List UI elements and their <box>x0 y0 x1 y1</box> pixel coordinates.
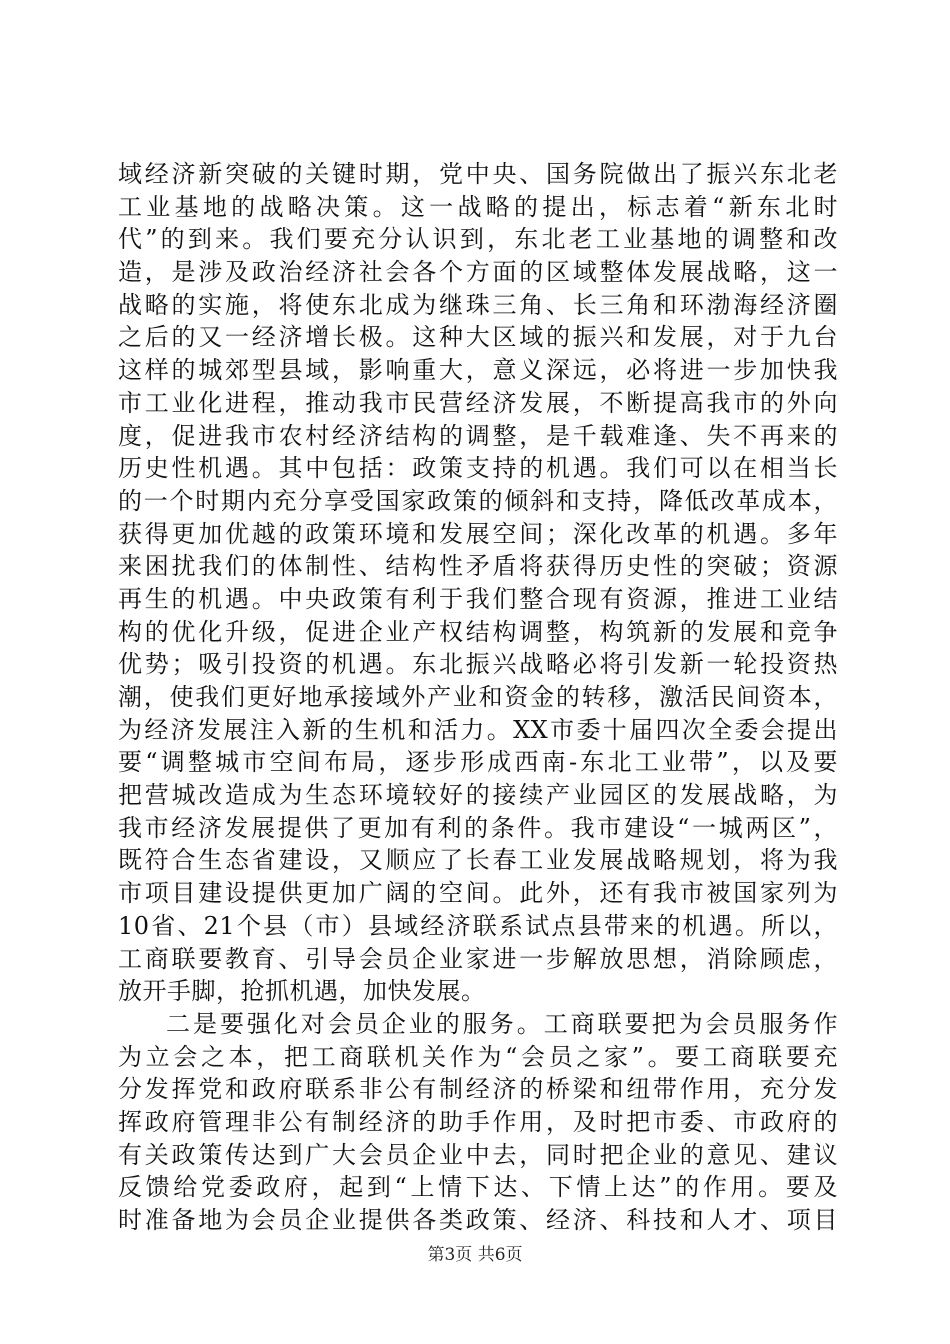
body-text <box>118 158 838 1237</box>
text-line: 10省、21个县（市）县域经济联系试点县带来的机遇。所以， <box>118 911 838 940</box>
text-line: 工业基地的战略决策。这一战略的提出，标志着“新东北时 <box>118 192 838 221</box>
text-line: 这样的城郊型县域，影响重大，意义深远，必将进一步加快我 <box>118 356 838 385</box>
text-line: 代”的到来。我们要充分认识到，东北老工业基地的调整和改 <box>118 225 838 254</box>
text-line: 域经济新突破的关键时期，党中央、国务院做出了振兴东北老 <box>118 160 838 188</box>
text-line: 我市经济发展提供了更加有利的条件。我市建设“一城两区”， <box>118 813 838 842</box>
text-line: 要“调整城市空间布局，逐步形成西南-东北工业带”，以及要 <box>118 748 838 777</box>
text-line: 工商联要教育、引导会员企业家进一步解放思想，消除顾虑， <box>118 944 838 973</box>
text-line: 潮，使我们更好地承接域外产业和资金的转移，激活民间资本， <box>118 683 838 711</box>
page-number-footer: 第3页 共6页 <box>427 1245 523 1265</box>
text-line: 构的优化升级，促进企业产权结构调整，构筑新的发展和竞争 <box>118 617 838 646</box>
text-line: 既符合生态省建设，又顺应了长春工业发展战略规划，将为我 <box>118 846 838 875</box>
text-line: 战略的实施，将使东北成为继珠三角、长三角和环渤海经济圈 <box>118 290 838 319</box>
paragraph-start-line: 二是要强化对会员企业的服务。工商联要把为会员服务作 <box>166 1009 838 1038</box>
text-line: 之后的又一经济增长极。这种大区域的振兴和发展，对于九台 <box>118 323 838 352</box>
text-line: 优势；吸引投资的机遇。东北振兴战略必将引发新一轮投资热 <box>118 650 838 679</box>
text-line: 造，是涉及政治经济社会各个方面的区域整体发展战略，这一 <box>118 258 838 287</box>
text-line: 度，促进我市农村经济结构的调整，是千载难逢、失不再来的 <box>118 421 838 450</box>
text-line: 放开手脚，抢抓机遇，加快发展。 <box>118 977 486 1006</box>
text-line: 反馈给党委政府，起到“上情下达、下情上达”的作用。要及 <box>118 1173 838 1202</box>
text-line: 获得更加优越的政策环境和发展空间；深化改革的机遇。多年 <box>118 519 838 548</box>
text-line: 分发挥党和政府联系非公有制经济的桥梁和纽带作用，充分发 <box>118 1075 838 1104</box>
text-line: 市工业化进程，推动我市民营经济发展，不断提高我市的外向 <box>118 388 838 417</box>
text-line: 历史性机遇。其中包括：政策支持的机遇。我们可以在相当长 <box>118 454 838 483</box>
text-line: 时准备地为会员企业提供各类政策、经济、科技和人才、项目 <box>118 1206 838 1234</box>
text-line: 有关政策传达到广大会员企业中去，同时把企业的意见、建议 <box>118 1140 838 1169</box>
text-line: 为立会之本，把工商联机关作为“会员之家”。要工商联要充 <box>118 1042 838 1071</box>
text-line: 挥政府管理非公有制经济的助手作用，及时把市委、市政府的 <box>118 1107 838 1136</box>
text-line: 来困扰我们的体制性、结构性矛盾将获得历史性的突破；资源 <box>118 552 838 581</box>
text-line: 把营城改造成为生态环境较好的接续产业园区的发展战略，为 <box>118 781 838 810</box>
text-line: 再生的机遇。中央政策有利于我们整合现有资源，推进工业结 <box>118 584 838 613</box>
text-line: 市项目建设提供更加广阔的空间。此外，还有我市被国家列为 <box>118 879 838 908</box>
text-line: 为经济发展注入新的生机和活力。XX市委十届四次全委会提出 <box>118 715 838 744</box>
text-line: 的一个时期内充分享受国家政策的倾斜和支持，降低改革成本， <box>118 486 838 515</box>
